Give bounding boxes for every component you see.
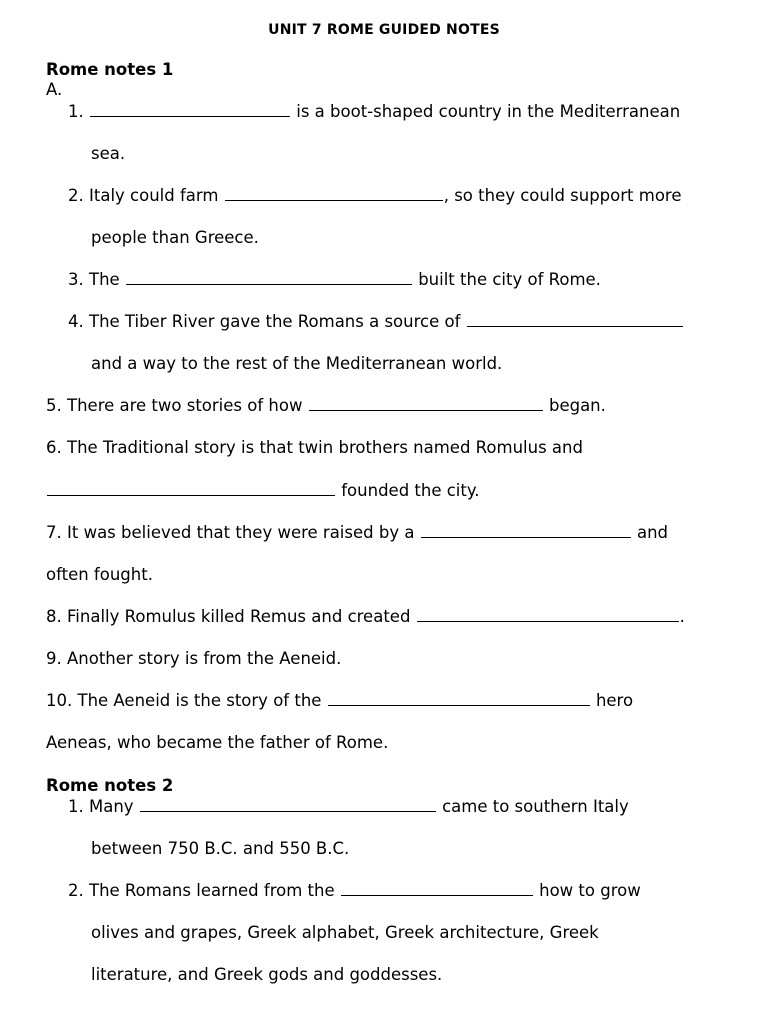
item-text: The (89, 270, 120, 289)
item-text: The Aeneid is the story of the (77, 691, 322, 710)
list-item-10-continuation: Aeneas, who became the father of Rome. (46, 733, 389, 752)
fill-in-blank[interactable] (421, 523, 631, 538)
item-number: 4. (68, 312, 84, 331)
fill-in-blank[interactable] (328, 691, 590, 706)
item-text: is a boot-shaped country in the Mediterranean (296, 102, 681, 121)
section-heading-2: Rome notes 2 (46, 776, 174, 795)
item-text: Finally Romulus killed Remus and created (67, 607, 411, 626)
list-item-s2-1-continuation: between 750 B.C. and 550 B.C. (91, 839, 350, 858)
item-number: 3. (68, 270, 84, 289)
section-heading-1: Rome notes 1 (46, 60, 174, 79)
item-text: . (679, 607, 685, 626)
list-item-4 (68, 312, 684, 332)
section-sublabel: A. (46, 80, 63, 99)
fill-in-blank[interactable] (309, 396, 543, 411)
list-item-7 (46, 523, 668, 543)
item-number: 7. (46, 523, 62, 542)
item-text: The Romans learned from the (89, 881, 335, 900)
item-text: came to southern Italy (442, 797, 629, 816)
list-item-10 (46, 691, 633, 711)
fill-in-blank[interactable] (90, 102, 290, 117)
list-item-s2-2 (68, 881, 641, 901)
item-text: Many (89, 797, 134, 816)
fill-in-blank[interactable] (126, 270, 412, 285)
list-item-2-continuation: people than Greece. (91, 228, 259, 247)
item-text: how to grow (539, 881, 641, 900)
list-item-9 (46, 649, 341, 669)
item-number: 8. (46, 607, 62, 626)
item-text: The Tiber River gave the Romans a source of (89, 312, 461, 331)
item-number: 1. (68, 102, 84, 121)
list-item-s2-2-continuation: literature, and Greek gods and goddesses. (91, 965, 443, 984)
item-text: Italy could farm (89, 186, 219, 205)
list-item-8 (46, 607, 685, 627)
item-number: 9. (46, 649, 62, 668)
list-item-s2-2-continuation: olives and grapes, Greek alphabet, Greek architecture, Greek (91, 923, 599, 942)
item-number: 6. (46, 438, 62, 457)
item-text: founded the city. (341, 481, 480, 500)
page-title: UNIT 7 ROME GUIDED NOTES (268, 22, 500, 38)
list-item-3 (68, 270, 601, 290)
list-item-7-continuation: often fought. (46, 565, 153, 584)
item-number: 1. (68, 797, 84, 816)
list-item-s2-1 (68, 797, 629, 817)
list-item-5 (46, 396, 606, 416)
item-text: built the city of Rome. (418, 270, 601, 289)
list-item-6-continuation (46, 481, 480, 501)
fill-in-blank[interactable] (417, 607, 679, 622)
list-item-1 (68, 102, 680, 122)
fill-in-blank[interactable] (225, 186, 443, 201)
item-number: 2. (68, 186, 84, 205)
list-item-1-continuation: sea. (91, 144, 126, 163)
item-number: 10. (46, 691, 73, 710)
item-text: and (636, 523, 668, 542)
item-number: 5. (46, 396, 62, 415)
item-number: 2. (68, 881, 84, 900)
item-text: The Traditional story is that twin brothers named Romulus and (67, 438, 583, 457)
fill-in-blank[interactable] (467, 312, 683, 327)
list-item-4-continuation: and a way to the rest of the Mediterranean world. (91, 354, 503, 373)
item-text: hero (595, 691, 634, 710)
item-text: There are two stories of how (67, 396, 303, 415)
item-text: It was believed that they were raised by a (67, 523, 415, 542)
item-text: began. (548, 396, 606, 415)
fill-in-blank[interactable] (140, 797, 436, 812)
item-text: Another story is from the Aeneid. (67, 649, 342, 668)
fill-in-blank[interactable] (341, 881, 533, 896)
list-item-2 (68, 186, 682, 206)
fill-in-blank[interactable] (47, 481, 335, 496)
item-text: , so they could support more (443, 186, 682, 205)
list-item-6 (46, 438, 583, 458)
